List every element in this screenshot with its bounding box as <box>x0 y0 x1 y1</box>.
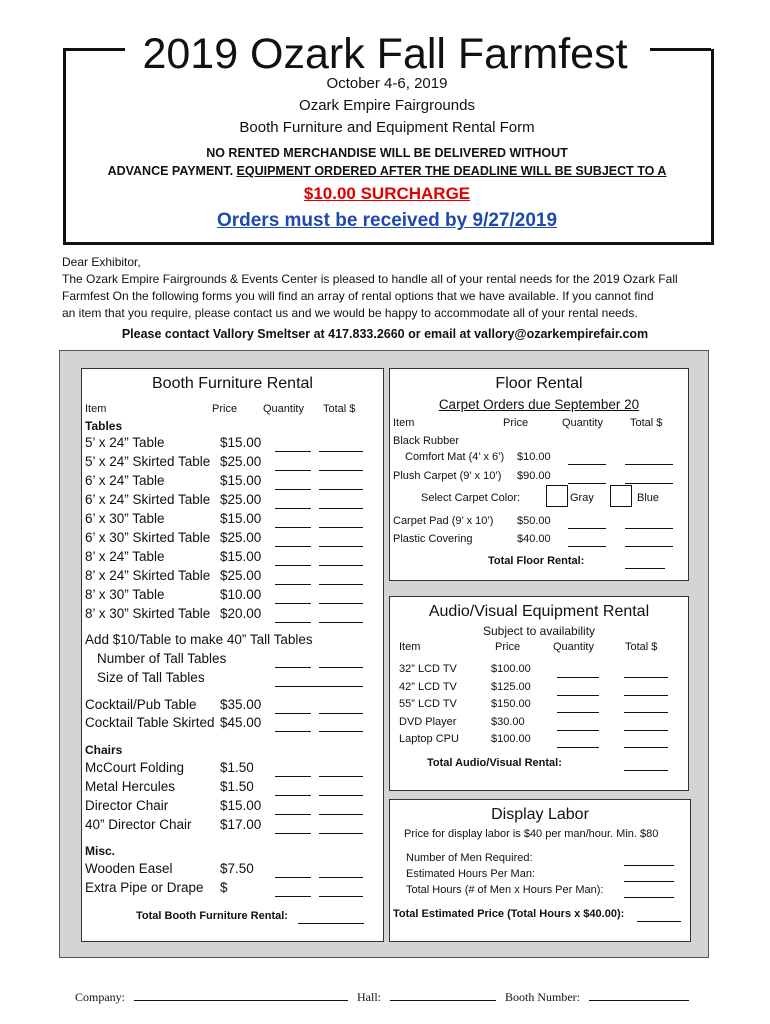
table-row-quantity-blank[interactable] <box>275 469 311 471</box>
av-row-item: 55” LCD TV <box>399 698 457 710</box>
table-row-item: 8’ x 30” Table <box>85 587 165 602</box>
floor-total-blank[interactable] <box>625 567 665 569</box>
av-row-price: $30.00 <box>491 715 525 728</box>
table-row-price: $25.00 <box>220 568 262 583</box>
cocktail-row-quantity-blank[interactable] <box>275 730 311 732</box>
deadline-text: Orders must be received by 9/27/2019 <box>216 210 558 231</box>
table-row-price: $25.00 <box>220 454 262 469</box>
misc-row-item: Wooden Easel <box>85 861 173 876</box>
table-row-quantity-blank[interactable] <box>275 507 311 509</box>
chair-row-price: $15.00 <box>220 798 262 813</box>
tall-tables-count-label: Number of Tall Tables <box>97 651 227 666</box>
chair-row-quantity-blank[interactable] <box>275 775 311 777</box>
av-col-item: Item <box>399 641 421 653</box>
chair-row-price: $1.50 <box>220 779 254 794</box>
event-dates: October 4-6, 2019 <box>326 75 448 92</box>
table-row-item: 6’ x 24” Table <box>85 473 165 488</box>
av-row-total-blank[interactable] <box>624 694 668 696</box>
chair-row-item: 40” Director Chair <box>85 817 192 832</box>
booth-furniture-panel <box>81 368 384 942</box>
mat-line-1: Black Rubber <box>393 435 460 447</box>
labor-hours-label: Estimated Hours Per Man: <box>406 868 535 880</box>
table-row-price: $15.00 <box>220 435 262 450</box>
plush-total-blank[interactable] <box>625 482 673 484</box>
cocktail-row-quantity-blank[interactable] <box>275 712 311 714</box>
booth-number-blank[interactable] <box>589 999 689 1001</box>
table-row-item: 8’ x 24” Skirted Table <box>85 568 211 583</box>
av-row-price: $150.00 <box>491 698 531 710</box>
av-row-total-blank[interactable] <box>624 746 668 748</box>
labor-hours-blank[interactable] <box>624 880 674 882</box>
av-col-price: Price <box>495 641 521 653</box>
mat-qty-blank[interactable] <box>568 463 606 465</box>
av-subtitle: Subject to availability <box>482 624 596 638</box>
mat-total-blank[interactable] <box>625 463 673 465</box>
misc-row-total-blank[interactable] <box>319 876 363 878</box>
chair-row-total-blank[interactable] <box>319 794 363 796</box>
header-frame-top-right <box>650 48 711 51</box>
mat-line-2: Comfort Mat (4’ x 6’) <box>405 451 505 463</box>
company-blank[interactable] <box>134 999 348 1001</box>
tall-count-qty-blank[interactable] <box>275 666 311 668</box>
tables-label: Tables <box>85 419 123 433</box>
table-row-price: $15.00 <box>220 511 262 526</box>
plastic-qty-blank[interactable] <box>568 545 606 547</box>
cocktail-row-price: $45.00 <box>220 715 262 730</box>
misc-row-quantity-blank[interactable] <box>275 895 311 897</box>
labor-total-hours-label: Total Hours (# of Men x Hours Per Man): <box>406 884 604 896</box>
labor-total-hours-blank[interactable] <box>624 896 674 898</box>
mat-price: $10.00 <box>517 451 551 463</box>
select-carpet-color: Select Carpet Color: <box>421 492 521 504</box>
floor-title: Floor Rental <box>495 375 583 392</box>
table-row-quantity-blank[interactable] <box>275 545 311 547</box>
chair-row-total-blank[interactable] <box>319 775 363 777</box>
notice-line-2 <box>63 164 711 178</box>
av-row-quantity-blank[interactable] <box>557 746 599 748</box>
chair-row-item: Director Chair <box>85 798 169 813</box>
footer <box>0 990 770 1005</box>
page-title: 2019 Ozark Fall Farmfest <box>142 30 628 78</box>
av-row-price: $100.00 <box>491 663 531 675</box>
av-row-quantity-blank[interactable] <box>557 676 599 678</box>
av-row-item: DVD Player <box>399 715 457 728</box>
av-row-price: $125.00 <box>491 680 531 693</box>
floor-col-quantity: Quantity <box>562 417 603 429</box>
form-name: Booth Furniture and Equipment Rental Form <box>239 119 535 136</box>
tall-tables-note: Add $10/Table to make 40” Tall Tables <box>85 632 313 647</box>
av-row-item: 42” LCD TV <box>399 680 457 693</box>
table-row-price: $25.00 <box>220 492 262 507</box>
av-rental-panel <box>389 596 689 791</box>
table-row-total-blank[interactable] <box>319 602 363 604</box>
letter-line-1: The Ozark Empire Fairgrounds & Events Center is pleased to handle all of your rental needs for the 2019 Ozark Fall <box>62 272 678 286</box>
chair-row-quantity-blank[interactable] <box>275 813 311 815</box>
letter-salutation: Dear Exhibitor, <box>62 255 141 269</box>
booth-col-total: Total $ <box>323 403 356 415</box>
table-row-item: 8’ x 30” Skirted Table <box>85 606 211 621</box>
booth-total-label: Total Booth Furniture Rental: <box>136 910 288 922</box>
table-row-quantity-blank[interactable] <box>275 450 311 452</box>
chair-row-price: $1.50 <box>220 760 254 775</box>
blue-checkbox[interactable] <box>610 485 632 507</box>
table-row-total-blank[interactable] <box>319 469 363 471</box>
av-row-item: Laptop CPU <box>399 733 459 745</box>
table-row-price: $25.00 <box>220 530 262 545</box>
av-row-price: $100.00 <box>491 733 531 745</box>
chair-row-total-blank[interactable] <box>319 832 363 834</box>
table-row-item: 8’ x 24” Table <box>85 549 165 564</box>
chairs-label: Chairs <box>85 743 123 757</box>
letter-line-3: an item that you require, please contact us and we would be happy to accommodate all of your rental needs. <box>62 306 638 320</box>
labor-total-blank[interactable] <box>637 920 681 922</box>
plastic-covering: Plastic Covering <box>393 533 473 545</box>
table-row-quantity-blank[interactable] <box>275 526 311 528</box>
table-row-total-blank[interactable] <box>319 545 363 547</box>
booth-title: Booth Furniture Rental <box>152 375 313 392</box>
cocktail-row-price: $35.00 <box>220 697 262 712</box>
order-area <box>59 350 709 958</box>
labor-men-blank[interactable] <box>624 864 674 866</box>
gray-checkbox[interactable] <box>546 485 568 507</box>
booth-total-blank[interactable] <box>298 922 364 924</box>
table-row-item: 6’ x 30” Table <box>85 511 165 526</box>
chair-row-total-blank[interactable] <box>319 813 363 815</box>
hall-label: Hall: <box>357 990 381 1004</box>
table-row-total-blank[interactable] <box>319 583 363 585</box>
table-row-total-blank[interactable] <box>319 526 363 528</box>
misc-label: Misc. <box>85 844 116 858</box>
labor-title: Display Labor <box>491 806 589 823</box>
header-frame-top-left <box>63 48 125 51</box>
av-col-quantity: Quantity <box>553 641 594 653</box>
pad-price: $50.00 <box>517 515 551 527</box>
labor-total-label: Total Estimated Price (Total Hours x $40.00): <box>393 908 625 920</box>
table-row-total-blank[interactable] <box>319 488 363 490</box>
plush-carpet: Plush Carpet (9’ x 10’) <box>393 470 502 482</box>
labor-price-note: Price for display labor is $40 per man/hour. Min. $80 <box>404 828 659 840</box>
surcharge-text: $10.00 SURCHARGE <box>303 184 471 203</box>
floor-col-item: Item <box>393 417 415 429</box>
av-row-total-blank[interactable] <box>624 729 668 731</box>
cocktail-row-total-blank[interactable] <box>319 730 363 732</box>
av-row-quantity-blank[interactable] <box>557 711 599 713</box>
av-row-quantity-blank[interactable] <box>557 694 599 696</box>
carpet-pad: Carpet Pad (9’ x 10’) <box>393 515 494 527</box>
notice-line-2-underlined: EQUIPMENT ORDERED AFTER THE DEADLINE WILL BE SUBJECT TO A <box>236 164 667 178</box>
floor-col-total: Total $ <box>630 417 663 429</box>
table-row-total-blank[interactable] <box>319 450 363 452</box>
tall-tables-size-label: Size of Tall Tables <box>97 670 205 685</box>
chair-row-item: McCourt Folding <box>85 760 185 775</box>
blue-label: Blue <box>637 492 660 504</box>
notice-line-1: NO RENTED MERCHANDISE WILL BE DELIVERED WITHOUT <box>206 146 568 160</box>
booth-col-quantity: Quantity <box>263 403 304 415</box>
table-row-item: 6’ x 30” Skirted Table <box>85 530 211 545</box>
table-row-quantity-blank[interactable] <box>275 602 311 604</box>
floor-rental-panel <box>389 368 689 581</box>
chair-row-item: Metal Hercules <box>85 779 176 794</box>
cocktail-row-item: Cocktail/Pub Table <box>85 697 197 712</box>
chair-row-quantity-blank[interactable] <box>275 794 311 796</box>
company-label: Company: <box>75 990 125 1004</box>
hall-blank[interactable] <box>390 999 496 1001</box>
pad-total-blank[interactable] <box>625 527 673 529</box>
misc-row-quantity-blank[interactable] <box>275 876 311 878</box>
table-row-total-blank[interactable] <box>319 507 363 509</box>
labor-men-label: Number of Men Required: <box>406 852 533 864</box>
av-col-total: Total $ <box>625 641 658 653</box>
booth-col-price: Price <box>212 403 238 415</box>
carpet-deadline: Carpet Orders due September 20 <box>438 397 640 412</box>
floor-total-label: Total Floor Rental: <box>488 555 585 567</box>
table-row-price: $20.00 <box>220 606 262 621</box>
av-total-blank[interactable] <box>624 769 668 771</box>
av-total-label: Total Audio/Visual Rental: <box>427 757 562 769</box>
table-row-item: 6’ x 24” Skirted Table <box>85 492 211 507</box>
chair-row-quantity-blank[interactable] <box>275 832 311 834</box>
plush-qty-blank[interactable] <box>568 482 606 484</box>
av-row-item: 32” LCD TV <box>399 663 457 675</box>
av-title: Audio/Visual Equipment Rental <box>428 603 650 620</box>
notice-line-2-plain: ADVANCE PAYMENT. <box>107 164 237 178</box>
misc-row-price: $7.50 <box>220 861 254 876</box>
table-row-quantity-blank[interactable] <box>275 564 311 566</box>
table-row-item: 5’ x 24” Table <box>85 435 165 450</box>
misc-row-price: $ <box>220 880 228 895</box>
table-row-quantity-blank[interactable] <box>275 583 311 585</box>
plastic-price: $40.00 <box>517 533 551 545</box>
av-row-total-blank[interactable] <box>624 676 668 678</box>
misc-row-total-blank[interactable] <box>319 895 363 897</box>
table-row-quantity-blank[interactable] <box>275 488 311 490</box>
booth-col-item: Item <box>85 403 107 415</box>
tall-count-total-blank[interactable] <box>319 666 363 668</box>
tall-size-blank[interactable] <box>275 685 363 687</box>
chair-row-price: $17.00 <box>220 817 262 832</box>
table-row-total-blank[interactable] <box>319 621 363 623</box>
cocktail-row-item: Cocktail Table Skirted <box>85 715 215 730</box>
pad-qty-blank[interactable] <box>568 527 606 529</box>
event-venue: Ozark Empire Fairgrounds <box>299 97 475 114</box>
display-labor-panel <box>389 799 691 942</box>
letter-line-2: Farmfest On the following forms you will find an array of rental options that we have available. If you cannot find <box>62 289 654 303</box>
table-row-price: $10.00 <box>220 587 262 602</box>
table-row-price: $15.00 <box>220 549 262 564</box>
floor-col-price: Price <box>503 417 529 429</box>
plush-price: $90.00 <box>517 470 551 482</box>
contact-line: Please contact Vallory Smeltser at 417.833.2660 or email at vallory@ozarkempirefair.com <box>121 327 649 341</box>
gray-label: Gray <box>570 492 594 504</box>
booth-number-label: Booth Number: <box>505 990 580 1004</box>
cocktail-row-total-blank[interactable] <box>319 712 363 714</box>
table-row-quantity-blank[interactable] <box>275 621 311 623</box>
table-row-item: 5’ x 24” Skirted Table <box>85 454 211 469</box>
misc-row-item: Extra Pipe or Drape <box>85 880 204 895</box>
av-row-quantity-blank[interactable] <box>557 729 599 731</box>
table-row-price: $15.00 <box>220 473 262 488</box>
plastic-total-blank[interactable] <box>625 545 673 547</box>
av-row-total-blank[interactable] <box>624 711 668 713</box>
table-row-total-blank[interactable] <box>319 564 363 566</box>
